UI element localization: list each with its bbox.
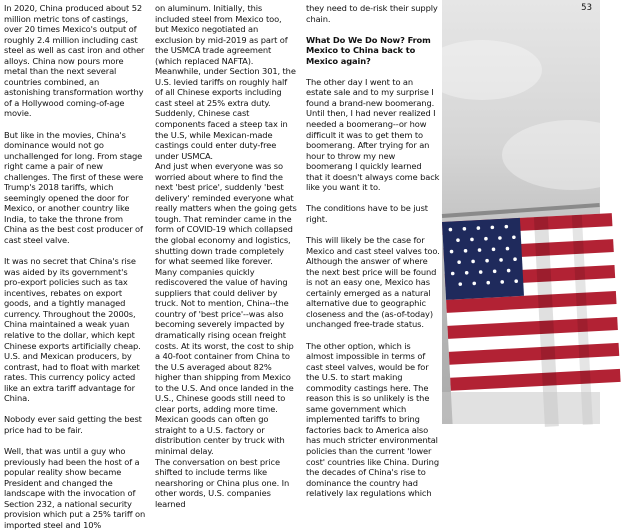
paragraph: It was no secret that China's rise was aided by its government's pro-export policies such as tax incentives, rebates on export goods, and a tightly managed currency. Throughout the 2000s, China maintained a weak yuan relative to the dollar, which kept Chinese exports artificially cheap. U.S. and Mexican producers, by contrast, had to float with market rates. This currency policy acted like an extra tariff advantage for China. xyxy=(4,256,141,404)
paragraph: The other day I went to an estate sale and to my surprise I found a brand-new boomerang. Until then, I had never realized I needed a boomerang--or how difficult it was to get them to boomerang. After trying for an hour to throw my new boomerang I quickly learned that it doesn't always come back like you want it to. xyxy=(306,76,440,193)
american-flag-icon xyxy=(442,0,600,424)
paragraph: they need to de-risk their supply chain. xyxy=(306,3,438,24)
paragraph: on aluminum. Initially, this included steel from Mexico too, but Mexico negotiated an exclusion by mid-2019 as part of the USMCA trade agreement (which replaced NAFTA). Meanwhile, under Section 301, the U.S. levied tariffs on roughly half of all Chinese exports including cast steel at 25% extra duty. Suddenly, Chinese cast components faced a steep tax in the U.S, while Mexican-made castings could enter duty-free under USMCA. xyxy=(155,3,296,161)
page-number: 53 xyxy=(581,3,592,13)
paragraph: And just when everyone was so worried about where to find the next 'best price', suddenly 'best delivery' reminded everyone what really matters when the going gets tough. That reminder came in the form of COVID-19 which collapsed the global economy and logistics, shutting down trade completely for what seemed like forever. Many companies quickly rediscovered the value of having suppliers that could deliver by truck. Not to mention, China--the country of 'best price'--was also becoming severely impacted by dramatically rising ocean freight costs. At its worst, the cost to ship a 40-foot container from China to the U.S averaged about 82% higher than shipping from Mexico to the U.S. And once landed in the U.S., Chinese goods still need to clear ports, adding more time. Mexican goods can often go straight to a U.S. factory or distribution center by truck with minimal delay. xyxy=(155,161,297,456)
paragraph: This will likely be the case for Mexico and cast steel valves too. Although the answer of where the next best price will be found is not an easy one, Mexico has certainly emerged as a natural alternative due to geographic closeness and the (as-of-today) unchanged free-trade status. xyxy=(306,235,440,330)
paragraph: The conditions have to be just right. xyxy=(306,203,428,224)
paragraph: The conversation on best price shifted to include terms like nearshoring or China plus one. In other words, U.S. companies learned xyxy=(155,456,290,509)
text-column-2 xyxy=(155,3,297,509)
text-column-1 xyxy=(4,3,146,530)
paragraph: Well, that was until a guy who previously had been the host of a popular reality show became President and changed the landscape with the invocation of Section 232, a national security provision which put a 25% tariff on imported steel and 10% xyxy=(4,445,146,530)
text-column-3 xyxy=(306,3,440,499)
flag-photo xyxy=(442,0,600,424)
paragraph: Nobody ever said getting the best price had to be fair. xyxy=(4,414,142,435)
section-heading: What Do We Do Now? From Mexico to China back to Mexico again? xyxy=(306,34,431,66)
paragraph: The other option, which is almost impossible in terms of cast steel valves, would be for the U.S. to start making commodity castings here. The reason this is so unlikely is the same government which implemented tariffs to bring factories back to America also has much stricter environmental policies than the current 'lower cost' countries like China. During the decades of China's rise to dominance the country had relatively lax regulations which xyxy=(306,340,439,499)
paragraph: In 2020, China produced about 52 million metric tons of castings, over 20 times Mexico's output of roughly 2.4 million including cast steel as well as cast iron and other alloys. China now pours more metal than the next several countries combined, an astonishing transformation worthy of a Hollywood coming-of-age movie. xyxy=(4,3,145,119)
paragraph: But like in the movies, China's dominance would not go unchallenged for long. From stage right came a pair of new challenges. The first of these were Trump's 2018 tariffs, which seemingly opened the door for Mexico, or another country like India, to take the throne from China as the best cost producer of cast steel valve. xyxy=(4,129,144,246)
